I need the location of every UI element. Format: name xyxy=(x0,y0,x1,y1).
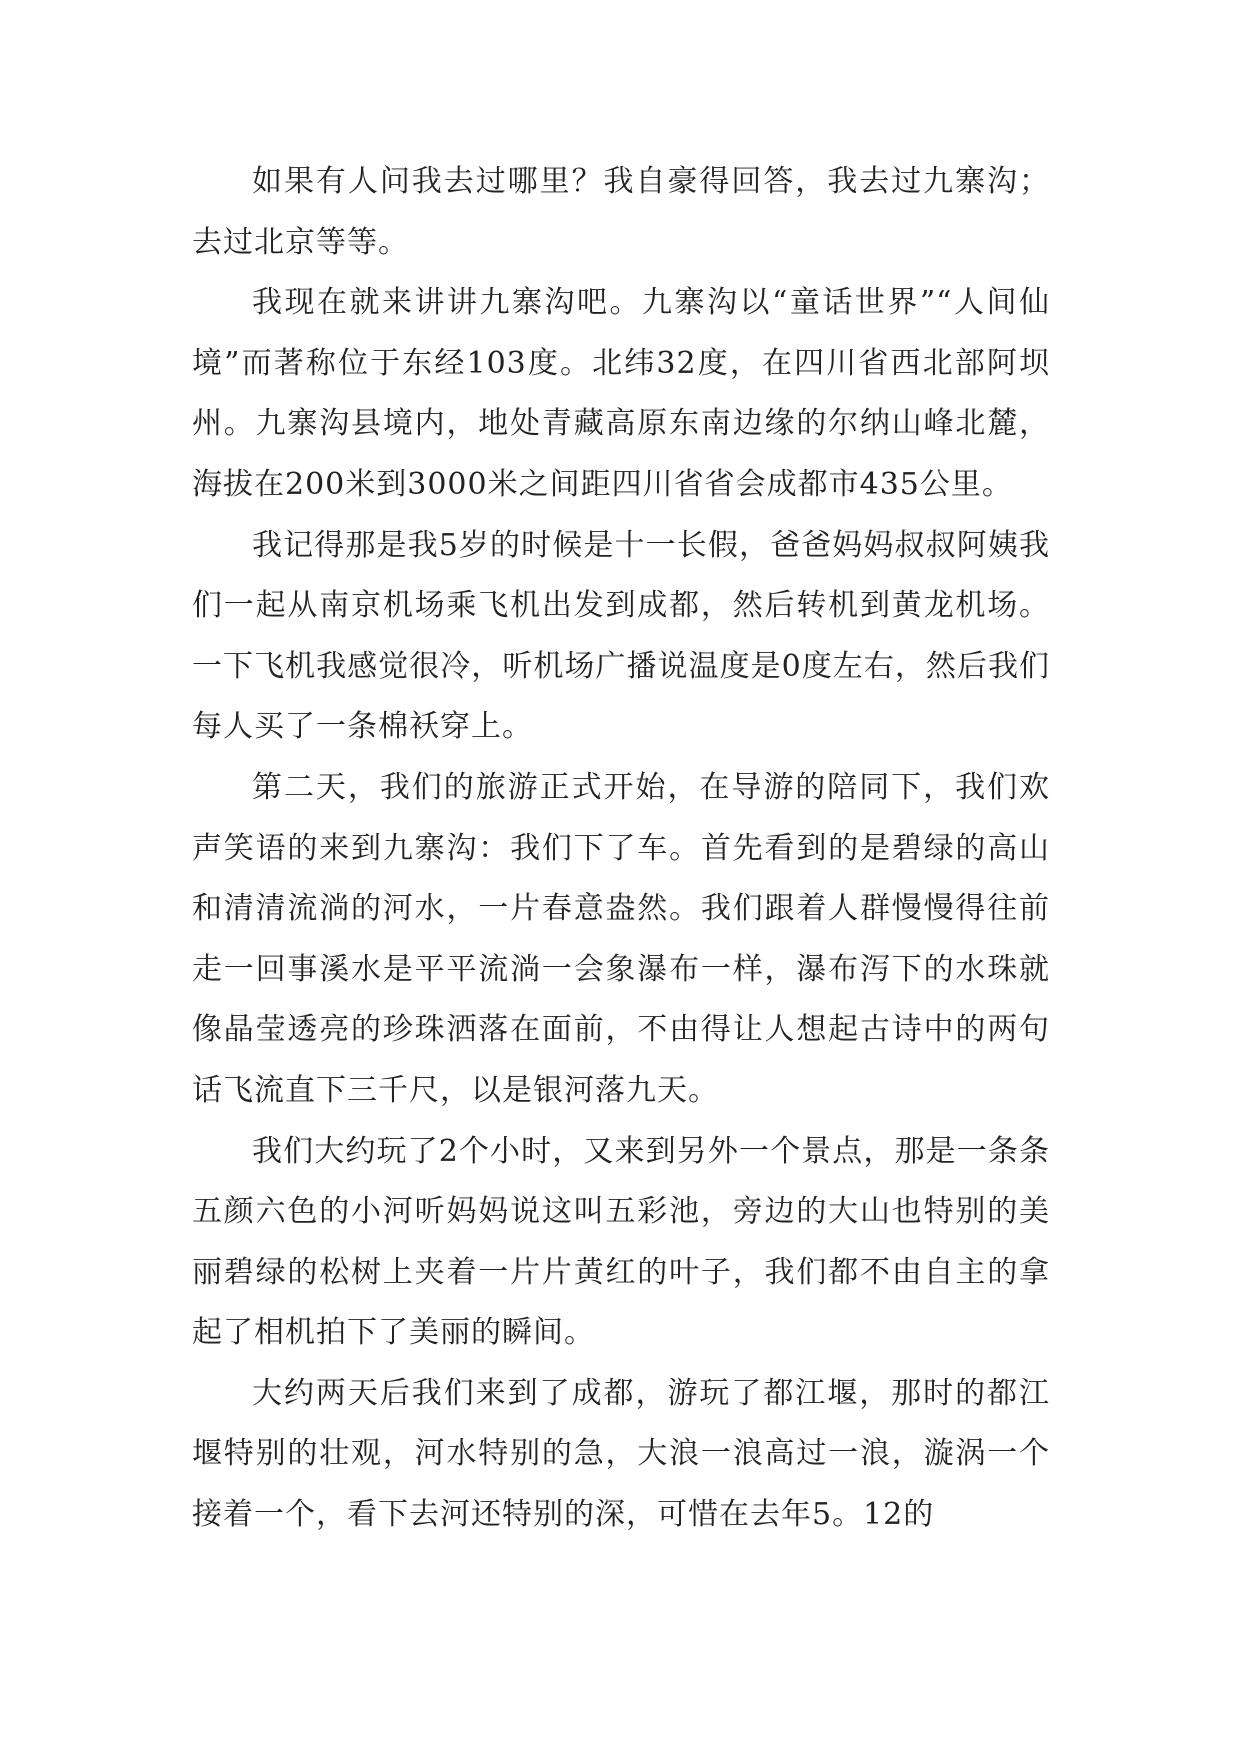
paragraph: 我们大约玩了2个小时，又来到另外一个景点，那是一条条五颜六色的小河听妈妈说这叫五彩池，旁边的大山也特别的美丽碧绿的松树上夹着一片片黄红的叶子，我们都不由自主的拿起了相机拍下了美丽的瞬间。 xyxy=(192,1133,1050,1351)
paragraph: 大约两天后我们来到了成都，游玩了都江堰，那时的都江堰特别的壮观，河水特别的急，大浪一浪高过一浪，漩涡一个接着一个，看下去河还特别的深，可惜在去年5。12的 xyxy=(192,1375,1050,1533)
paragraph: 我现在就来讲讲九寨沟吧。九寨沟以“童话世界”“人间仙境”而著称位于东经103度。北纬32度，在四川省西北部阿坝州。九寨沟县境内，地处青藏高原东南边缘的尔纳山峰北麓，海拔在200米到3000米之间距四川省省会成都市435公里。 xyxy=(192,285,1050,502)
paragraph: 如果有人问我去过哪里？我自豪得回答，我去过九寨沟；去过北京等等。 xyxy=(192,164,1050,260)
document-body xyxy=(192,152,1050,1546)
paragraph: 我记得那是我5岁的时候是十一长假，爸爸妈妈叔叔阿姨我们一起从南京机场乘飞机出发到成都，然后转机到黄龙机场。一下飞机我感觉很冷，听机场广播说温度是0度左右，然后我们每人买了一条棉袄穿上。 xyxy=(192,527,1050,745)
paragraph: 第二天，我们的旅游正式开始，在导游的陪同下，我们欢声笑语的来到九寨沟：我们下了车。首先看到的是碧绿的高山和清清流淌的河水，一片春意盎然。我们跟着人群慢慢得往前走一回事溪水是平平流淌一会象瀑布一样，瀑布泻下的水珠就像晶莹透亮的珍珠洒落在面前，不由得让人想起古诗中的两句话飞流直下三千尺，以是银河落九天。 xyxy=(192,769,1050,1108)
